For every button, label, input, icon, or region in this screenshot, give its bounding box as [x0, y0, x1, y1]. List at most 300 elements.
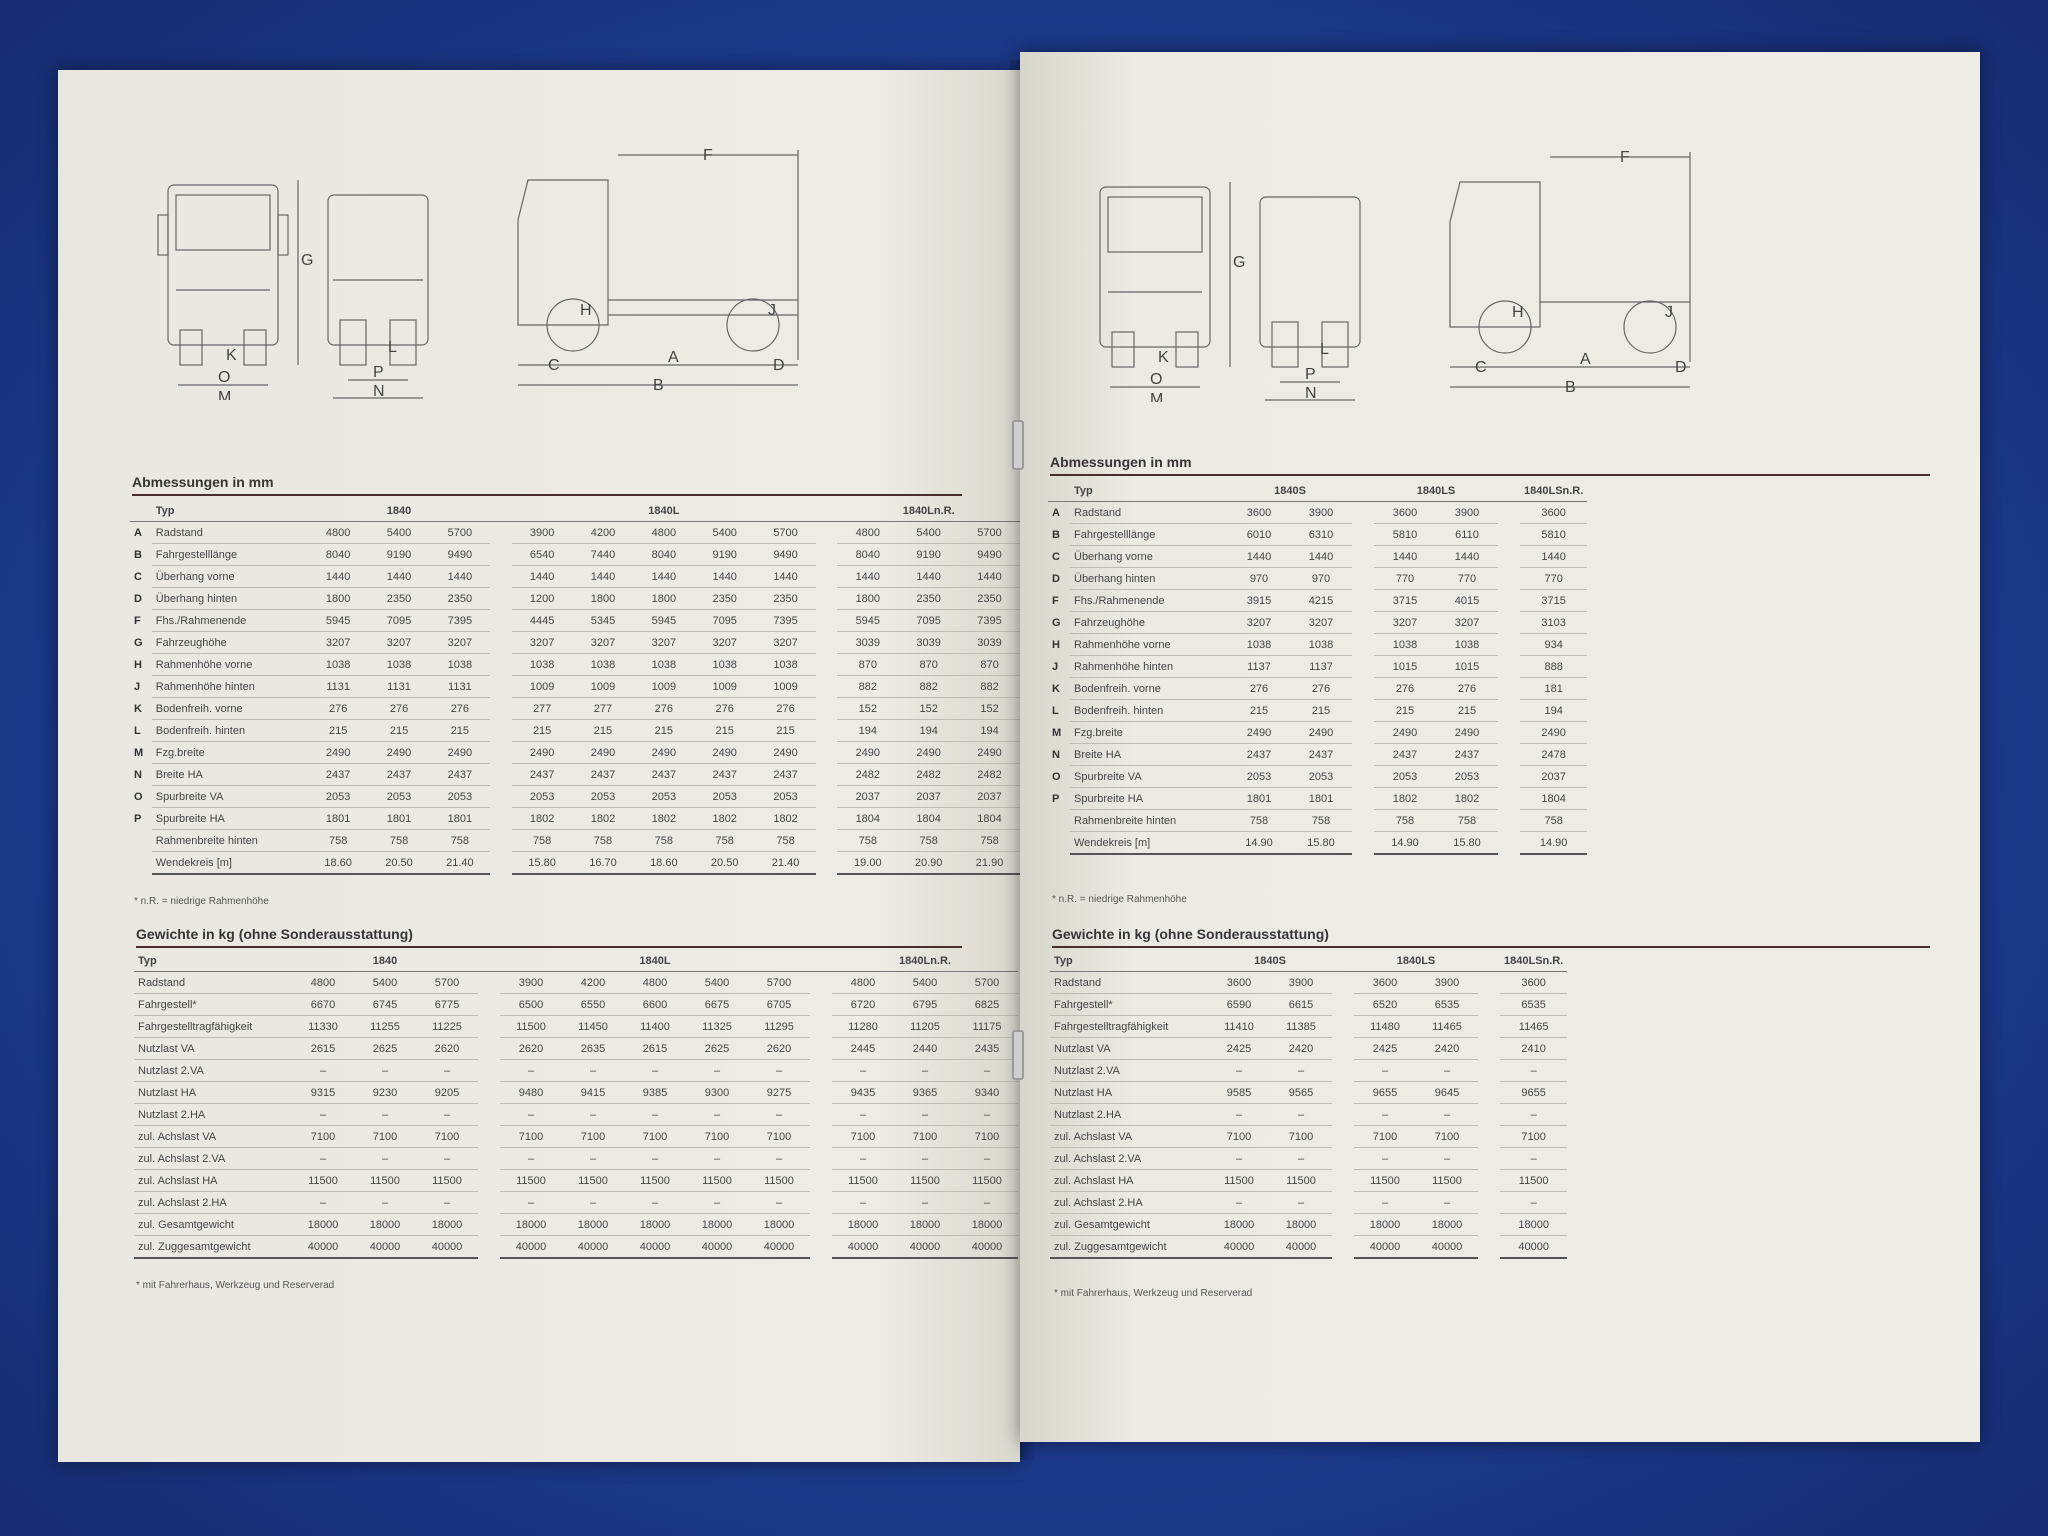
table-cell: – — [1500, 1148, 1567, 1170]
label-m: M — [218, 389, 232, 400]
row-label: Nutzlast VA — [134, 1038, 292, 1060]
weights-footnote-left: * mit Fahrerhaus, Werkzeug und Reserverad — [136, 1280, 335, 1291]
table-cell: 7100 — [562, 1126, 624, 1148]
label-d: D — [1675, 359, 1687, 376]
table-cell: 276 — [1374, 678, 1436, 700]
table-cell: 1440 — [1520, 546, 1587, 568]
table-cell: 11500 — [500, 1170, 562, 1192]
table-cell: – — [686, 1148, 748, 1170]
table-row — [1048, 700, 1587, 722]
table-cell: 3039 — [898, 632, 959, 654]
table-cell: 758 — [959, 830, 1020, 852]
table-cell: 7095 — [898, 610, 959, 632]
table-cell: – — [562, 1192, 624, 1214]
table-cell: 11500 — [1208, 1170, 1270, 1192]
table-row — [130, 698, 1020, 720]
table-cell: 6720 — [832, 994, 894, 1016]
table-cell: 9385 — [624, 1082, 686, 1104]
table-cell: 2482 — [837, 764, 898, 786]
table-cell: 5400 — [898, 522, 959, 544]
table-cell: 11465 — [1416, 1016, 1478, 1038]
table-cell: 2437 — [694, 764, 755, 786]
table-cell: – — [354, 1104, 416, 1126]
row-label: Spurbreite VA — [1070, 766, 1228, 788]
row-label: Spurbreite HA — [1070, 788, 1228, 810]
left-page — [58, 70, 1020, 1462]
table-cell: 3207 — [429, 632, 490, 654]
table-cell: 2037 — [837, 786, 898, 808]
weights-table-left — [134, 950, 1018, 1259]
table-cell: 40000 — [1208, 1236, 1270, 1259]
table-cell: 1440 — [308, 566, 369, 588]
table-row — [1050, 972, 1567, 994]
table-row — [1048, 546, 1587, 568]
table-cell: 1015 — [1374, 656, 1436, 678]
row-label: Nutzlast HA — [134, 1082, 292, 1104]
table-cell: 194 — [837, 720, 898, 742]
table-cell: 3900 — [1270, 972, 1332, 994]
table-cell: 18000 — [748, 1214, 810, 1236]
table-row — [134, 972, 1018, 994]
table-row — [134, 1126, 1018, 1148]
table-cell: 2490 — [369, 742, 430, 764]
table-cell: 215 — [573, 720, 634, 742]
table-cell: – — [1270, 1192, 1332, 1214]
table-cell: 2053 — [633, 786, 694, 808]
table-cell: 2437 — [1374, 744, 1436, 766]
table-cell: 1440 — [1436, 546, 1498, 568]
table-cell: – — [1354, 1192, 1416, 1214]
table-cell: 2053 — [308, 786, 369, 808]
label-o: O — [218, 369, 231, 386]
row-key: H — [1052, 638, 1060, 651]
table-cell: 1802 — [633, 808, 694, 830]
label-j: J — [1665, 304, 1673, 321]
table-cell: – — [956, 1104, 1018, 1126]
table-cell: – — [1416, 1104, 1478, 1126]
table-cell: 19.00 — [837, 852, 898, 875]
table-row — [134, 1148, 1018, 1170]
table-cell: 2437 — [1290, 744, 1352, 766]
table-cell: 4015 — [1436, 590, 1498, 612]
row-label: Nutzlast 2.VA — [1050, 1060, 1208, 1082]
row-key — [130, 830, 152, 852]
table-cell: 1802 — [1436, 788, 1498, 810]
table-cell: – — [562, 1060, 624, 1082]
table-row — [134, 1104, 1018, 1126]
row-label: zul. Achslast 2.HA — [134, 1192, 292, 1214]
table-cell: 4445 — [512, 610, 573, 632]
table-cell: 11480 — [1354, 1016, 1416, 1038]
table-cell: 1802 — [755, 808, 816, 830]
row-key: B — [1052, 528, 1060, 541]
table-cell: 2620 — [500, 1038, 562, 1060]
weights-title-left: Gewichte in kg (ohne Sonderausstattung) — [136, 926, 413, 942]
table-cell: 1440 — [959, 566, 1020, 588]
table-cell: – — [832, 1192, 894, 1214]
table-cell: 934 — [1520, 634, 1587, 656]
row-label: zul. Zuggesamtgewicht — [1050, 1236, 1208, 1259]
label-g: G — [1233, 254, 1246, 271]
table-cell: 2490 — [1520, 722, 1587, 744]
table-cell: 14.90 — [1228, 832, 1290, 855]
table-cell: 6500 — [500, 994, 562, 1016]
row-label: Rahmenhöhe hinten — [1070, 656, 1228, 678]
table-cell: 7395 — [755, 610, 816, 632]
table-cell: 2037 — [959, 786, 1020, 808]
table-cell: 11500 — [354, 1170, 416, 1192]
table-cell: 11175 — [956, 1016, 1018, 1038]
table-header-row — [134, 950, 1018, 972]
table-cell: 40000 — [624, 1236, 686, 1259]
table-cell: 2490 — [1436, 722, 1498, 744]
table-cell: 276 — [369, 698, 430, 720]
table-row — [1048, 832, 1587, 855]
table-cell: 2490 — [694, 742, 755, 764]
table-cell: 9435 — [832, 1082, 894, 1104]
table-cell: 18000 — [292, 1214, 354, 1236]
table-cell: 3600 — [1520, 502, 1587, 524]
table-row — [1050, 1082, 1567, 1104]
table-cell: 2053 — [369, 786, 430, 808]
table-cell: 6775 — [416, 994, 478, 1016]
table-cell: 7100 — [956, 1126, 1018, 1148]
table-cell: 21.90 — [959, 852, 1020, 875]
label-b: B — [653, 377, 664, 394]
right-page — [1020, 52, 1980, 1442]
table-cell: 2350 — [755, 588, 816, 610]
table-row — [1050, 1060, 1567, 1082]
table-cell: 870 — [837, 654, 898, 676]
table-cell: 9655 — [1354, 1082, 1416, 1104]
table-cell: 1800 — [573, 588, 634, 610]
row-label: zul. Achslast VA — [1050, 1126, 1208, 1148]
table-row — [1050, 1236, 1567, 1259]
table-cell: 20.50 — [694, 852, 755, 875]
table-cell: 1800 — [308, 588, 369, 610]
table-cell: 277 — [573, 698, 634, 720]
table-cell: 3600 — [1354, 972, 1416, 994]
table-cell: 7100 — [624, 1126, 686, 1148]
table-cell: 9480 — [500, 1082, 562, 1104]
table-cell: 40000 — [1270, 1236, 1332, 1259]
table-cell: 6615 — [1270, 994, 1332, 1016]
model-group-header: 1840S — [1228, 480, 1352, 502]
table-cell: 9275 — [748, 1082, 810, 1104]
table-cell: 5400 — [369, 522, 430, 544]
table-cell: 6825 — [956, 994, 1018, 1016]
row-label: Bodenfreih. hinten — [152, 720, 308, 742]
label-h: H — [580, 302, 592, 319]
table-cell: 2053 — [755, 786, 816, 808]
table-cell: – — [1416, 1060, 1478, 1082]
table-cell: 758 — [1520, 810, 1587, 832]
table-cell: 5700 — [416, 972, 478, 994]
table-cell: – — [1354, 1104, 1416, 1126]
row-key: L — [1052, 704, 1059, 717]
table-cell: – — [956, 1060, 1018, 1082]
table-cell: 2490 — [837, 742, 898, 764]
table-cell: 8040 — [837, 544, 898, 566]
table-cell: 11500 — [748, 1170, 810, 1192]
model-group-header: 1840Ln.R. — [837, 500, 1020, 522]
row-label: Nutzlast 2.HA — [134, 1104, 292, 1126]
table-cell: 3207 — [1374, 612, 1436, 634]
row-key — [130, 852, 152, 875]
table-cell: 2350 — [429, 588, 490, 610]
table-cell: 215 — [308, 720, 369, 742]
table-cell: 7395 — [429, 610, 490, 632]
label-k: K — [1158, 349, 1169, 366]
model-group-header: 1840LS — [1374, 480, 1498, 502]
table-row — [1048, 678, 1587, 700]
table-cell: 3600 — [1208, 972, 1270, 994]
table-cell: 4200 — [562, 972, 624, 994]
table-cell: 6010 — [1228, 524, 1290, 546]
table-cell: 9585 — [1208, 1082, 1270, 1104]
table-cell: 2478 — [1520, 744, 1587, 766]
table-cell: 3900 — [1436, 502, 1498, 524]
table-cell: 2037 — [898, 786, 959, 808]
label-o: O — [1150, 371, 1163, 388]
table-cell: 2635 — [562, 1038, 624, 1060]
table-cell: 6705 — [748, 994, 810, 1016]
table-cell: 1009 — [694, 676, 755, 698]
table-cell: 215 — [1436, 700, 1498, 722]
row-key: A — [134, 526, 142, 539]
table-cell: 7100 — [1270, 1126, 1332, 1148]
table-cell: 2490 — [959, 742, 1020, 764]
weights-rule-left — [136, 946, 962, 948]
table-cell: 758 — [1436, 810, 1498, 832]
model-group-header: 1840 — [308, 500, 491, 522]
table-cell: 1801 — [1228, 788, 1290, 810]
row-label: Überhang hinten — [152, 588, 308, 610]
row-label: Wendekreis [m] — [152, 852, 308, 875]
table-cell: 18000 — [832, 1214, 894, 1236]
table-header-row — [1048, 480, 1587, 502]
table-row — [130, 852, 1020, 875]
table-row — [134, 1016, 1018, 1038]
label-c: C — [1475, 359, 1487, 376]
table-cell: 6600 — [624, 994, 686, 1016]
table-cell: 1038 — [1228, 634, 1290, 656]
table-cell: 1802 — [573, 808, 634, 830]
type-label: Typ — [134, 950, 292, 972]
table-cell: 2490 — [898, 742, 959, 764]
row-key: F — [1052, 594, 1059, 607]
row-label: Fahrzeughöhe — [1070, 612, 1228, 634]
weights-rule-right — [1052, 946, 1930, 948]
table-cell: 758 — [1290, 810, 1352, 832]
table-cell: 20.90 — [898, 852, 959, 875]
table-cell: 758 — [694, 830, 755, 852]
table-cell: – — [748, 1192, 810, 1214]
table-row — [134, 1060, 1018, 1082]
dimensions-rule-left — [132, 494, 962, 496]
label-n: N — [1305, 385, 1317, 402]
table-row — [134, 1170, 1018, 1192]
table-cell: 7100 — [354, 1126, 416, 1148]
table-cell: 1440 — [694, 566, 755, 588]
table-cell: 40000 — [686, 1236, 748, 1259]
row-label: zul. Zuggesamtgewicht — [134, 1236, 292, 1259]
table-cell: 18000 — [624, 1214, 686, 1236]
table-cell: 870 — [959, 654, 1020, 676]
table-cell: 1137 — [1290, 656, 1352, 678]
row-label: zul. Achslast VA — [134, 1126, 292, 1148]
table-cell: 758 — [369, 830, 430, 852]
row-label: Radstand — [1070, 502, 1228, 524]
table-cell: 9655 — [1500, 1082, 1567, 1104]
table-cell: 1804 — [837, 808, 898, 830]
table-cell: 2490 — [1228, 722, 1290, 744]
table-cell: – — [500, 1060, 562, 1082]
table-cell: 758 — [429, 830, 490, 852]
model-group-header: 1840L — [500, 950, 810, 972]
table-cell: 9315 — [292, 1082, 354, 1104]
table-cell: 1038 — [755, 654, 816, 676]
table-cell: – — [1354, 1148, 1416, 1170]
table-cell: 2445 — [832, 1038, 894, 1060]
table-cell: 40000 — [956, 1236, 1018, 1259]
table-cell: – — [1500, 1104, 1567, 1126]
table-cell: 18.60 — [308, 852, 369, 875]
table-cell: – — [416, 1148, 478, 1170]
row-key: O — [134, 790, 143, 803]
table-cell: 18000 — [1208, 1214, 1270, 1236]
table-cell: 18000 — [416, 1214, 478, 1236]
table-cell: – — [562, 1104, 624, 1126]
table-cell: 2410 — [1500, 1038, 1567, 1060]
row-key — [1048, 810, 1070, 832]
row-label: Rahmenbreite hinten — [152, 830, 308, 852]
table-row — [1048, 634, 1587, 656]
table-cell: 11400 — [624, 1016, 686, 1038]
row-label: Wendekreis [m] — [1070, 832, 1228, 855]
table-cell: – — [292, 1148, 354, 1170]
table-cell: 18.60 — [633, 852, 694, 875]
row-key: G — [1052, 616, 1061, 629]
table-cell: 7100 — [832, 1126, 894, 1148]
table-cell: 3103 — [1520, 612, 1587, 634]
table-cell: 1009 — [573, 676, 634, 698]
table-cell: 1440 — [573, 566, 634, 588]
model-group-header: 1840 — [292, 950, 478, 972]
table-cell: 11410 — [1208, 1016, 1270, 1038]
table-cell: 5700 — [755, 522, 816, 544]
table-cell: 11500 — [894, 1170, 956, 1192]
table-cell: 1038 — [633, 654, 694, 676]
table-cell: 18000 — [1416, 1214, 1478, 1236]
row-label: Fahrgestelllänge — [1070, 524, 1228, 546]
table-cell: 11385 — [1270, 1016, 1332, 1038]
table-cell: 4800 — [832, 972, 894, 994]
table-row — [1050, 1038, 1567, 1060]
table-cell: 1200 — [512, 588, 573, 610]
table-cell: – — [894, 1148, 956, 1170]
table-cell: 1802 — [512, 808, 573, 830]
table-cell: 4800 — [308, 522, 369, 544]
table-cell: 1131 — [369, 676, 430, 698]
table-cell: 11325 — [686, 1016, 748, 1038]
table-cell: – — [956, 1148, 1018, 1170]
table-cell: 2490 — [1374, 722, 1436, 744]
table-cell: – — [292, 1104, 354, 1126]
row-label: Bodenfreih. hinten — [1070, 700, 1228, 722]
label-n: N — [373, 383, 385, 400]
table-cell: 16.70 — [573, 852, 634, 875]
table-cell: 3600 — [1374, 502, 1436, 524]
table-cell: 758 — [755, 830, 816, 852]
row-key: H — [134, 658, 142, 671]
table-cell: 2437 — [308, 764, 369, 786]
label-p: P — [1305, 366, 1316, 383]
table-cell: 8040 — [308, 544, 369, 566]
table-cell: – — [416, 1060, 478, 1082]
table-cell: 2482 — [898, 764, 959, 786]
table-cell: 1038 — [1290, 634, 1352, 656]
label-c: C — [548, 357, 560, 374]
row-key: D — [1052, 572, 1060, 585]
row-label: Rahmenhöhe vorne — [152, 654, 308, 676]
row-label: Nutzlast HA — [1050, 1082, 1208, 1104]
table-cell: 1440 — [512, 566, 573, 588]
table-cell: 2053 — [1374, 766, 1436, 788]
table-cell: – — [354, 1060, 416, 1082]
table-cell: 3715 — [1374, 590, 1436, 612]
table-row — [134, 1192, 1018, 1214]
table-cell: 40000 — [832, 1236, 894, 1259]
table-cell: 1801 — [308, 808, 369, 830]
model-group-header: 1840Ln.R. — [832, 950, 1018, 972]
table-cell: – — [500, 1192, 562, 1214]
table-cell: 276 — [308, 698, 369, 720]
table-cell: 970 — [1290, 568, 1352, 590]
table-cell: – — [354, 1148, 416, 1170]
table-row — [1048, 502, 1587, 524]
table-cell: 1131 — [308, 676, 369, 698]
truck-line-drawing — [118, 100, 998, 400]
table-cell: – — [956, 1192, 1018, 1214]
table-cell: 3900 — [1416, 972, 1478, 994]
label-l: L — [388, 339, 397, 356]
table-cell: 18000 — [686, 1214, 748, 1236]
table-row — [1050, 1192, 1567, 1214]
table-cell: 7100 — [1416, 1126, 1478, 1148]
table-cell: – — [894, 1192, 956, 1214]
table-cell: – — [1416, 1148, 1478, 1170]
table-cell: 2437 — [429, 764, 490, 786]
table-cell: 758 — [573, 830, 634, 852]
table-cell: 7100 — [500, 1126, 562, 1148]
table-cell: 1009 — [512, 676, 573, 698]
table-cell: – — [354, 1192, 416, 1214]
table-cell: 11225 — [416, 1016, 478, 1038]
table-row — [130, 632, 1020, 654]
type-label: Typ — [1070, 480, 1228, 502]
weights-title-right: Gewichte in kg (ohne Sonderausstattung) — [1052, 926, 1329, 942]
table-row — [130, 522, 1020, 544]
row-key: G — [134, 636, 143, 649]
table-cell: 40000 — [1500, 1236, 1567, 1259]
table-cell: 970 — [1228, 568, 1290, 590]
weights-table-right — [1050, 950, 1567, 1259]
table-cell: 1038 — [694, 654, 755, 676]
table-cell: 882 — [837, 676, 898, 698]
label-a: A — [668, 349, 679, 366]
label-d: D — [773, 357, 785, 374]
